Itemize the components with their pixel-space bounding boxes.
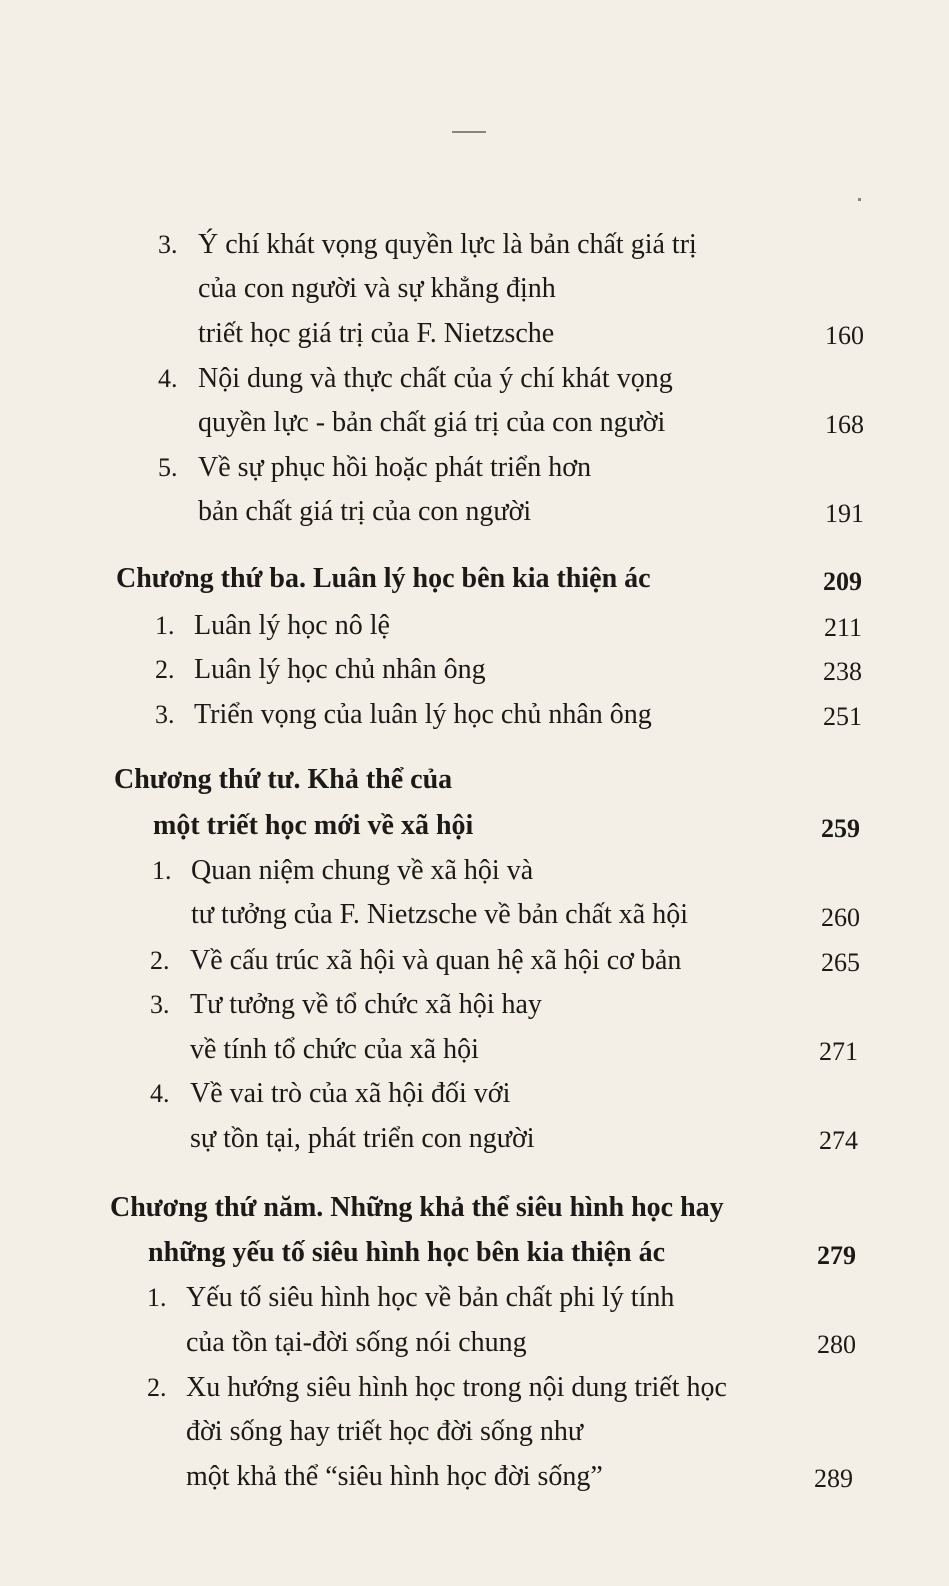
ch5-item-2-line-3: một khả thể “siêu hình học đời sống” xyxy=(186,1461,603,1492)
entry-5-number: 5. xyxy=(158,453,178,482)
chapter-4-title-line-2: một triết học mới về xã hội xyxy=(153,810,474,841)
entry-3-number: 3. xyxy=(158,230,178,259)
chapter-5-page: 279 xyxy=(817,1241,856,1270)
chapter-3-page: 209 xyxy=(823,567,862,596)
top-dash-mark xyxy=(452,131,486,133)
ch4-item-3-line-2: về tính tổ chức của xã hội xyxy=(190,1034,479,1065)
ch5-item-2-page: 289 xyxy=(814,1464,853,1493)
ch3-item-1-number: 1. xyxy=(155,611,175,640)
ch3-item-3-number: 3. xyxy=(155,700,175,729)
entry-3-page: 160 xyxy=(825,321,864,350)
ch3-item-2-text: Luân lý học chủ nhân ông xyxy=(194,654,486,685)
ch4-item-1-line-1: Quan niệm chung về xã hội và xyxy=(191,855,534,886)
ch3-item-1-text: Luân lý học nô lệ xyxy=(194,610,390,641)
chapter-4-title-line-1: Chương thứ tư. Khả thể của xyxy=(114,764,453,795)
ch4-item-1-line-2: tư tưởng của F. Nietzsche về bản chất xã hội xyxy=(191,899,688,930)
entry-4-line-1: Nội dung và thực chất của ý chí khát vọng xyxy=(198,363,673,394)
ch3-item-1-page: 211 xyxy=(823,613,862,642)
chapter-3-title: Chương thứ ba. Luân lý học bên kia thiện ác xyxy=(116,563,651,594)
ch4-item-1-page: 260 xyxy=(821,903,860,932)
entry-5-line-1: Về sự phục hồi hoặc phát triển hơn xyxy=(198,452,592,483)
entry-3-line-1: Ý chí khát vọng quyền lực là bản chất giá trị xyxy=(198,229,697,260)
ch5-item-1-line-1: Yếu tố siêu hình học về bản chất phi lý tính xyxy=(186,1282,675,1313)
ch4-item-2-number: 2. xyxy=(150,946,170,975)
ch4-item-2-line-1: Về cấu trúc xã hội và quan hệ xã hội cơ bản xyxy=(190,945,682,976)
ch4-item-4-page: 274 xyxy=(819,1126,858,1155)
ch3-item-2-page: 238 xyxy=(823,657,862,686)
ch4-item-4-number: 4. xyxy=(150,1079,170,1108)
entry-5-page: 191 xyxy=(825,499,864,528)
ch5-item-1-number: 1. xyxy=(147,1283,167,1312)
corner-dot-mark xyxy=(858,198,861,201)
ch3-item-3-page: 251 xyxy=(823,702,862,731)
entry-4-line-2: quyền lực - bản chất giá trị của con người xyxy=(198,407,666,438)
ch5-item-1-line-2: của tồn tại-đời sống nói chung xyxy=(186,1327,527,1358)
ch4-item-1-number: 1. xyxy=(152,856,172,885)
ch3-item-2-number: 2. xyxy=(155,655,175,684)
entry-3-line-3: triết học giá trị của F. Nietzsche xyxy=(198,318,555,349)
chapter-4-page: 259 xyxy=(821,814,860,843)
ch4-item-4-line-1: Về vai trò của xã hội đối với xyxy=(190,1078,511,1109)
entry-4-number: 4. xyxy=(158,364,178,393)
ch4-item-3-number: 3. xyxy=(150,990,170,1019)
chapter-5-title-line-2: những yếu tố siêu hình học bên kia thiện ác xyxy=(148,1237,666,1268)
ch3-item-3-text: Triển vọng của luân lý học chủ nhân ông xyxy=(194,699,652,730)
entry-3-line-2: của con người và sự khẳng định xyxy=(198,273,556,304)
ch5-item-2-line-1: Xu hướng siêu hình học trong nội dung triết học xyxy=(186,1372,727,1403)
ch4-item-4-line-2: sự tồn tại, phát triển con người xyxy=(190,1123,535,1154)
ch5-item-1-page: 280 xyxy=(817,1330,856,1359)
ch4-item-3-page: 271 xyxy=(819,1037,858,1066)
entry-5-line-2: bản chất giá trị của con người xyxy=(198,496,532,527)
entry-4-page: 168 xyxy=(825,410,864,439)
ch5-item-2-number: 2. xyxy=(147,1373,167,1402)
ch4-item-3-line-1: Tư tưởng về tổ chức xã hội hay xyxy=(190,989,542,1020)
ch5-item-2-line-2: đời sống hay triết học đời sống như xyxy=(186,1416,584,1447)
ch4-item-2-page: 265 xyxy=(821,948,860,977)
chapter-5-title-line-1: Chương thứ năm. Những khả thể siêu hình học hay xyxy=(110,1192,724,1223)
